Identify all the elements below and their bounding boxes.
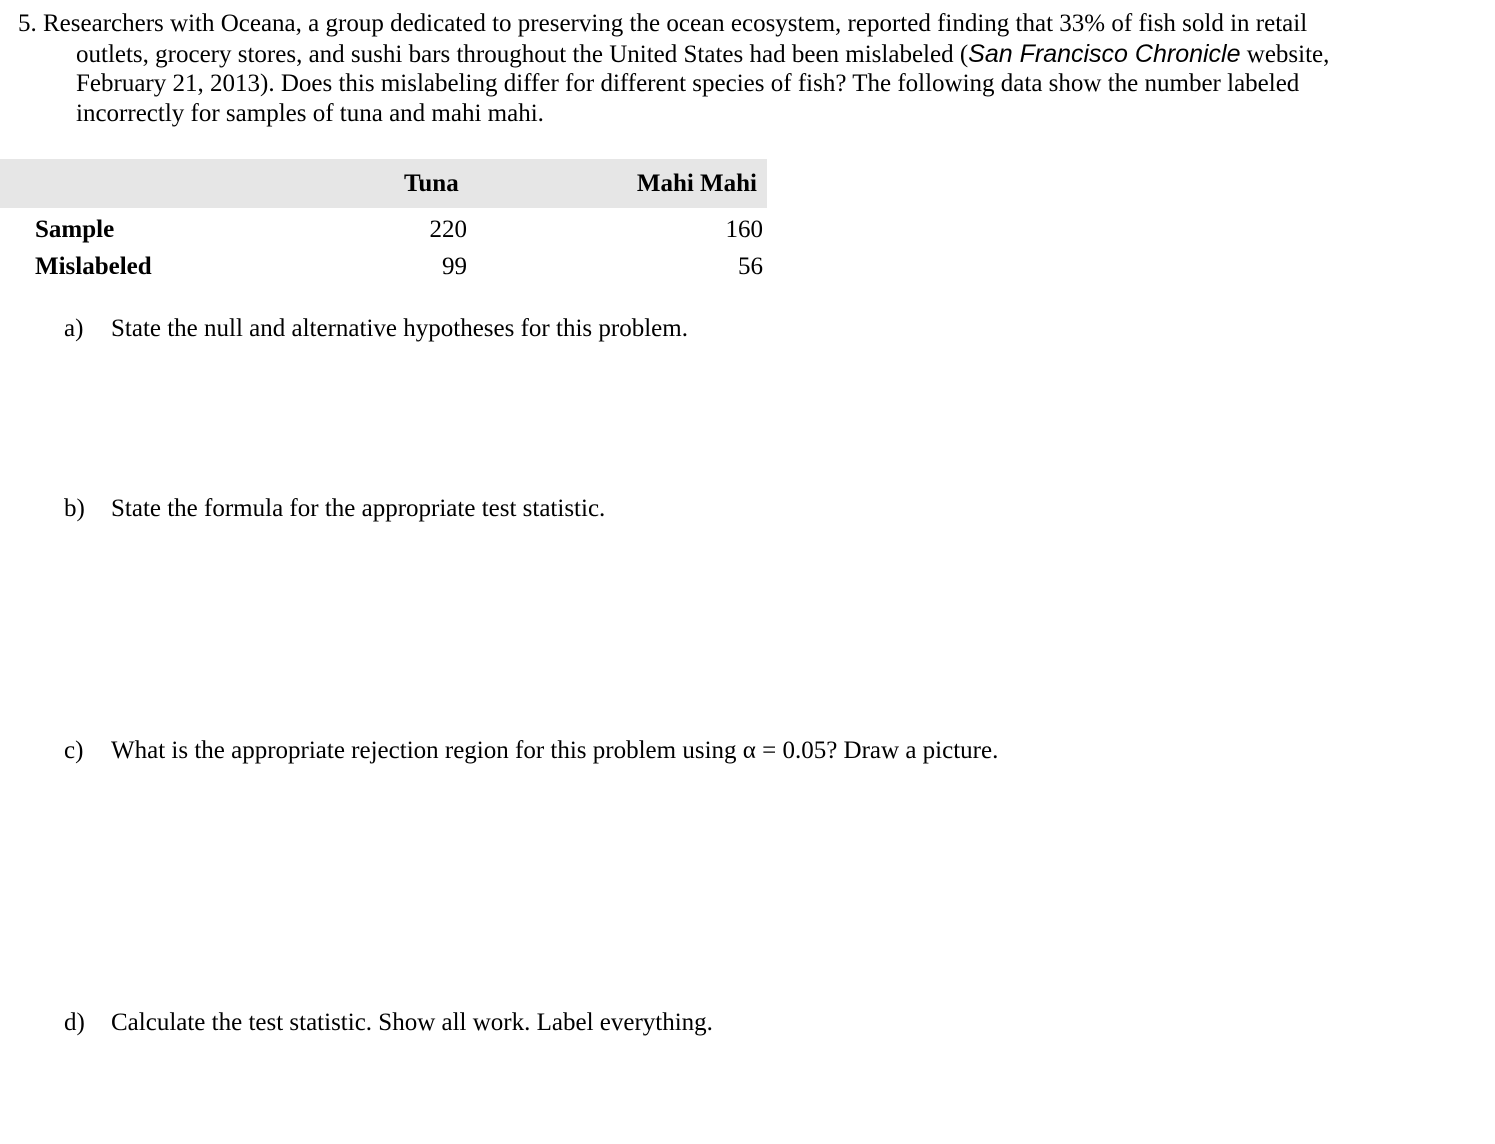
question-text: Calculate the test statistic. Show all work. Label everything. — [111, 1009, 713, 1036]
cell-tuna-mislabeled: 99 — [442, 253, 467, 280]
question-c — [64, 736, 998, 766]
question-a — [64, 314, 688, 344]
question-text: State the formula for the appropriate test statistic. — [111, 495, 606, 522]
row-label-sample: Sample — [35, 216, 115, 243]
question-d — [64, 1008, 713, 1038]
problem-line-3: February 21, 2013). Does this mislabeling differ for different species of fish? The following data show the number labeled — [76, 70, 1300, 97]
table-header — [0, 159, 767, 208]
question-letter: c) — [64, 737, 84, 764]
table-row — [0, 212, 767, 249]
question-text: What is the appropriate rejection region for this problem using α = 0.05? Draw a picture. — [111, 737, 999, 764]
header-tuna: Tuna — [404, 170, 459, 197]
cell-tuna-sample: 220 — [429, 216, 467, 243]
question-letter: a) — [64, 315, 84, 342]
source-citation: San Francisco Chronicle — [968, 40, 1241, 68]
problem-line-4: incorrectly for samples of tuna and mahi mahi. — [76, 100, 544, 127]
question-b — [64, 494, 605, 524]
problem-line-2-after: website, — [1240, 41, 1330, 68]
problem-line-2-before: outlets, grocery stores, and sushi bars throughout the United States had been mislabeled ( — [76, 41, 969, 68]
question-letter: d) — [64, 1009, 85, 1036]
cell-mahi-mislabeled: 56 — [738, 253, 763, 280]
problem-line-1: 5. Researchers with Oceana, a group dedicated to preserving the ocean ecosystem, reported finding that 33% of fish sold in retail — [18, 10, 1308, 37]
question-text: State the null and alternative hypotheses for this problem. — [111, 315, 688, 342]
row-label-mislabeled: Mislabeled — [35, 253, 152, 280]
question-letter: b) — [64, 495, 85, 522]
problem-line-2 — [76, 39, 1329, 70]
header-mahi-mahi: Mahi Mahi — [636, 170, 757, 197]
data-table — [0, 159, 767, 286]
table-row — [0, 249, 767, 286]
cell-mahi-sample: 160 — [725, 216, 763, 243]
